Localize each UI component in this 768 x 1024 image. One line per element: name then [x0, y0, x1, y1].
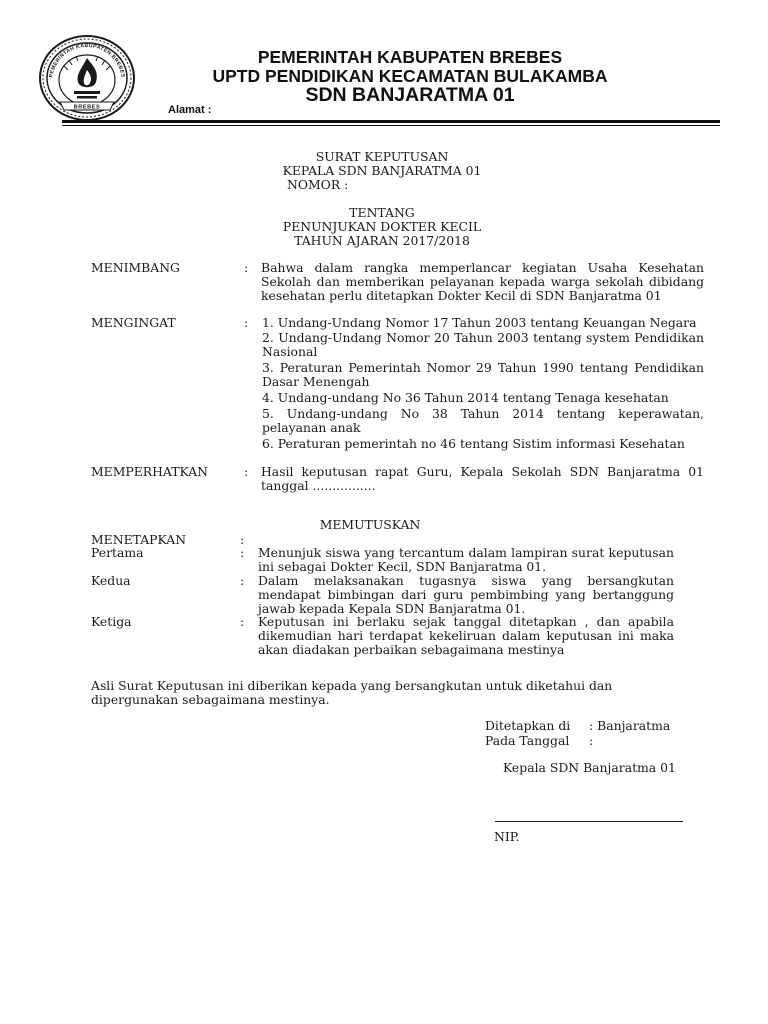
- pertama-colon: :: [240, 545, 245, 560]
- district-logo: [38, 34, 136, 122]
- mengingat-item-1: 1. Undang-Undang Nomor 17 Tahun 2003 tentang Keuangan Negara: [262, 315, 697, 330]
- menetapkan-colon: :: [240, 532, 245, 547]
- ditetapkan-label: Ditetapkan di: [485, 718, 571, 733]
- kedua-label: Kedua: [91, 573, 131, 588]
- address-label: Alamat :: [168, 104, 212, 116]
- memperhatikan-text: Hasil keputusan rapat Guru, Kepala Sekolah SDN Banjaratma 01 tanggal ................: [261, 464, 704, 493]
- header-rule-thick: [62, 120, 720, 123]
- mengingat-item-2: 2. Undang-Undang Nomor 20 Tahun 2003 tentang system Pendidikan Nasional: [262, 330, 704, 359]
- logo-ribbon-text: BREBES: [73, 104, 101, 111]
- signature-line: [495, 821, 683, 822]
- closing-text: Asli Surat Keputusan ini diberikan kepada yang bersangkutan untuk diketahui dan dipergunakan sebagaimana mestinya.: [91, 678, 613, 707]
- header-rule-thin: [62, 125, 720, 126]
- memperhatikan-label: MEMPERHATKAN: [91, 464, 209, 479]
- ditetapkan-value: : Banjaratma: [589, 718, 671, 733]
- kedua-colon: :: [240, 573, 245, 588]
- signatory-position: Kepala SDN Banjaratma 01: [503, 760, 676, 775]
- title-kepala: KEPALA SDN BANJARATMA 01: [282, 163, 482, 178]
- ketiga-colon: :: [240, 614, 245, 629]
- ketiga-label: Ketiga: [91, 614, 132, 629]
- title-tentang: TENTANG: [349, 205, 415, 220]
- memutuskan-heading: MEMUTUSKAN: [319, 517, 421, 532]
- menimbang-label: MENIMBANG: [91, 260, 180, 275]
- menetapkan-label: MENETAPKAN: [91, 532, 187, 547]
- mengingat-item-5: 5. Undang-undang No 38 Tahun 2014 tentang keperawatan, pelayanan anak: [262, 406, 704, 435]
- mengingat-item-6: 6. Peraturan pemerintah no 46 tentang Sistim informasi Kesehatan: [262, 436, 685, 451]
- mengingat-label: MENGINGAT: [91, 315, 176, 330]
- header-line-1: PEMERINTAH KABUPATEN BREBES: [257, 47, 563, 67]
- title-surat-keputusan: SURAT KEPUTUSAN: [315, 149, 449, 164]
- mengingat-item-3: 3. Peraturan Pemerintah Nomor 29 Tahun 1990 tentang Pendidikan Dasar Menengah: [262, 360, 704, 389]
- ketiga-text: Keputusan ini berlaku sejak tanggal ditetapkan , dan apabila dikemudian hari terdapat kekeliruan dalam keputusan ini maka akan diadakan perbaikan sebagaimana mestinya: [258, 614, 674, 657]
- mengingat-colon: :: [244, 315, 249, 330]
- header-line-3: SDN BANJARATMA 01: [305, 84, 515, 106]
- pertama-text: Menunjuk siswa yang tercantum dalam lampiran surat keputusan ini sebagai Dokter Kecil, SDN Banjaratma 01.: [258, 545, 674, 574]
- pertama-label: Pertama: [91, 545, 144, 560]
- nip-label: NIP.: [494, 829, 520, 844]
- title-year: TAHUN AJARAN 2017/2018: [294, 233, 470, 248]
- memperhatikan-colon: :: [244, 464, 249, 479]
- kedua-text: Dalam melaksanakan tugasnya siswa yang bersangkutan mendapat bimbingan dari guru pembimbing yang bertanggung jawab kepada Kepala SDN Banjaratma 01.: [258, 573, 674, 616]
- mengingat-item-4: 4. Undang-undang No 36 Tahun 2014 tentang Tenaga kesehatan: [262, 390, 669, 405]
- title-nomor: NOMOR :: [287, 177, 349, 192]
- tanggal-label: Pada Tanggal: [485, 733, 570, 748]
- header-line-2: UPTD PENDIDIKAN KECAMATAN BULAKAMBA: [212, 66, 608, 86]
- menimbang-text: Bahwa dalam rangka memperlancar kegiatan Usaha Kesehatan Sekolah dan memberikan pelayanan kepada warga sekolah dibidang kesehatan perlu ditetapkan Dokter Kecil di SDN Banjaratma 01: [261, 260, 704, 303]
- tanggal-value: :: [589, 733, 594, 748]
- title-subject: PENUNJUKAN DOKTER KECIL: [282, 219, 482, 234]
- logo-ring-text: PEMERINTAH KABUPATEN BREBES: [48, 42, 126, 79]
- menimbang-colon: :: [244, 260, 249, 275]
